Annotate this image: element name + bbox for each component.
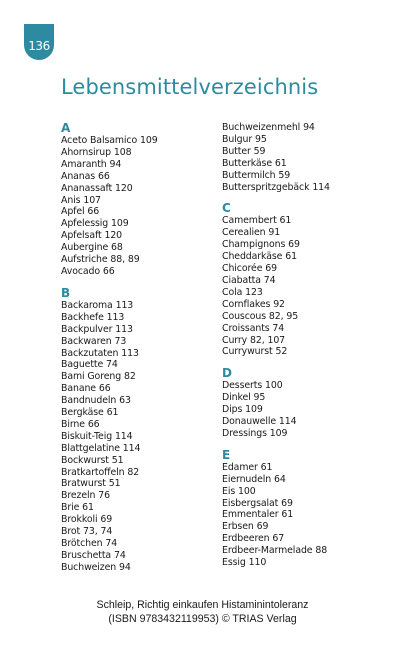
index-entry: Brie 61 [61, 502, 94, 514]
index-entry: Bami Goreng 82 [61, 371, 136, 383]
index-entry: Ahornsirup 108 [61, 146, 132, 158]
index-entry: Brot 73, 74 [61, 526, 113, 538]
footer [0, 598, 405, 626]
index-entry: Ciabatta 74 [222, 274, 276, 286]
index-entry: Baguette 74 [61, 359, 118, 371]
index-entry: Dinkel 95 [222, 392, 266, 404]
index-entry: Essig 110 [222, 557, 267, 569]
index-entry: Anis 107 [61, 194, 101, 206]
index-entry: Brötchen 74 [61, 538, 118, 549]
index-entry: Eis 100 [222, 485, 256, 497]
index-entry: Blattgelatine 114 [61, 442, 141, 454]
index-entry: Apfel 66 [61, 206, 100, 218]
index-entry: Bockwurst 51 [61, 454, 124, 466]
index-group [61, 122, 226, 278]
index-entry: Bandnudeln 63 [61, 395, 131, 407]
index-entry: Cheddarkäse 61 [222, 251, 297, 263]
index-entry: Butterkäse 61 [222, 157, 287, 169]
index-entry: Dressings 109 [222, 427, 288, 439]
index-entry: Backwaren 73 [61, 335, 127, 347]
index-entry: Cornflakes 92 [222, 298, 285, 310]
index-letter-heading: E [222, 447, 231, 462]
index-entry: Bratwurst 51 [61, 478, 121, 490]
index-group [222, 449, 387, 569]
index-entry: Backzutaten 113 [61, 347, 139, 359]
index-letter-heading: B [61, 285, 71, 300]
index-letter-heading: C [222, 201, 231, 216]
index-column-left [61, 122, 226, 574]
index-entry: Cerealien 91 [222, 227, 281, 239]
index-entry: Butterspritzgebäck 114 [222, 181, 330, 193]
index-entry: Bruschetta 74 [61, 549, 126, 561]
index-entry: Erbsen 69 [222, 521, 269, 533]
index-entry: Buchweizen 94 [61, 561, 131, 573]
page-number-badge [24, 24, 54, 60]
index-entry: Chicorée 69 [222, 263, 277, 275]
footer-citation-line2: (ISBN 9783432119953) © TRIAS Verlag [108, 613, 297, 625]
index-entry: Buchweizenmehl 94 [222, 122, 315, 133]
index-entry: Apfelessig 109 [61, 218, 129, 230]
index-entry: Banane 66 [61, 383, 111, 395]
index-entry: Edamer 61 [222, 461, 273, 473]
index-entry: Emmentaler 61 [222, 509, 294, 521]
index-letter-heading: D [222, 366, 232, 381]
index-entry: Backpulver 113 [61, 323, 133, 335]
footer-citation-line1: Schleip, Richtig einkaufen Histaminintoleranz [96, 599, 309, 611]
index-group [222, 367, 387, 440]
index-entry: Champignons 69 [222, 239, 300, 251]
index-entry: Brokkoli 69 [61, 514, 113, 526]
index-entry: Eisbergsalat 69 [222, 497, 293, 509]
index-entry: Eiernudeln 64 [222, 473, 286, 485]
index-entry: Brezeln 76 [61, 490, 110, 502]
index-entry: Aceto Balsamico 109 [61, 135, 158, 146]
index-entry: Buttermilch 59 [222, 169, 291, 181]
index-column-right [222, 122, 387, 569]
index-entry: Camembert 61 [222, 215, 292, 227]
index-entry: Desserts 100 [222, 380, 283, 392]
page-number: 136 [28, 39, 50, 53]
index-letter-heading: A [61, 121, 71, 135]
index-entry: Croissants 74 [222, 322, 285, 334]
index-entry: Ananas 66 [61, 170, 110, 182]
index-entry: Backhefe 113 [61, 311, 125, 323]
index-entry: Currywurst 52 [222, 346, 288, 358]
index-group [222, 202, 387, 358]
index-entry: Biskuit-Teig 114 [61, 430, 133, 442]
index-entry: Dips 109 [222, 404, 263, 416]
index-entry: Aubergine 68 [61, 242, 123, 254]
index-entry: Avocado 66 [61, 265, 115, 277]
index-group [61, 287, 226, 574]
index-entry: Erdbeer-Marmelade 88 [222, 545, 328, 557]
page-title: Lebensmittelverzeichnis [61, 75, 319, 99]
index-entry: Amaranth 94 [61, 158, 122, 170]
index-entry: Aufstriche 88, 89 [61, 254, 140, 266]
index-group [222, 122, 387, 193]
index-entry: Ananassaft 120 [61, 182, 133, 194]
index-entry: Birne 66 [61, 418, 100, 430]
index-entry: Bulgur 95 [222, 133, 267, 145]
index-entry: Curry 82, 107 [222, 334, 286, 346]
index-entry: Couscous 82, 95 [222, 310, 299, 322]
index-entry: Butter 59 [222, 145, 266, 157]
index-entry: Bergkäse 61 [61, 407, 119, 419]
index-entry: Bratkartoffeln 82 [61, 466, 140, 478]
index-entry: Apfelsaft 120 [61, 230, 123, 242]
index-entry: Cola 123 [222, 286, 263, 298]
index-entry: Backaroma 113 [61, 299, 134, 311]
index-entry: Erdbeeren 67 [222, 533, 285, 545]
index-entry: Donauwelle 114 [222, 416, 297, 428]
